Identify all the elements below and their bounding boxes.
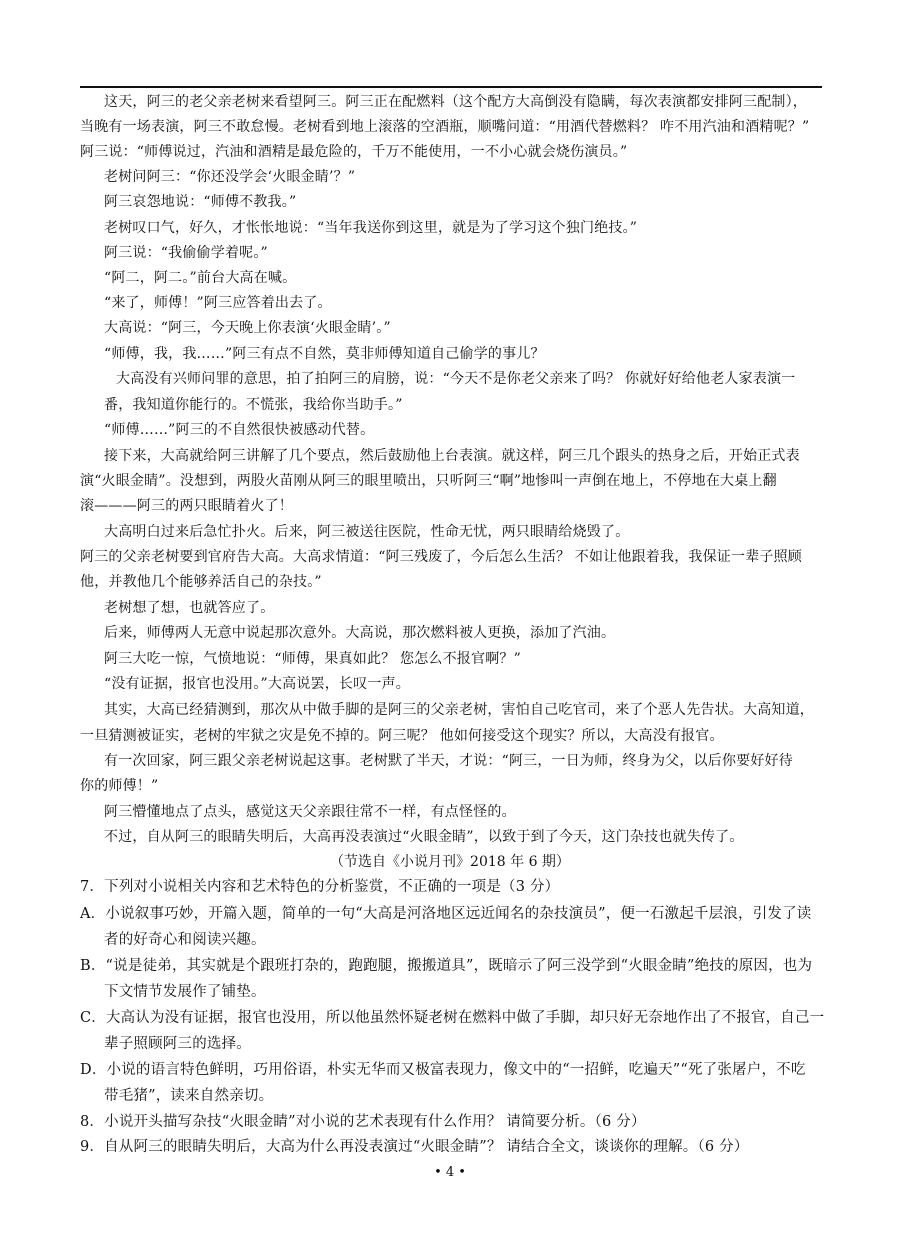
passage-line: 阿三哀怨地说：“师傅不教我。”	[104, 194, 297, 210]
source-citation: （节选自《小说月刊》2018 年 6 期）	[330, 854, 570, 870]
option-c: C．大高认为没有证据，报官也没用，所以他虽然怀疑老树在燃料中做了手脚，却只好无奈地作出了不报官，自己一	[80, 1010, 825, 1026]
passage-line: 一旦猜测被证实，老树的牢狱之灾是免不掉的。阿三呢？ 他如何接受这个现实？所以，大高没有报官。	[80, 728, 724, 744]
passage-line: 阿三懵懂地点了点头，感觉这天父亲跟往常不一样，有点怪怪的。	[104, 804, 516, 820]
passage-line: 后来，师傅两人无意中说起那次意外。大高说，那次燃料被人更换，添加了汽油。	[104, 625, 616, 641]
passage-line: 老树叹口气，好久，才怅怅地说：“当年我送你到这里，就是为了学习这个独门绝技。”	[104, 220, 638, 236]
page-number: • 4 •	[434, 1165, 466, 1180]
passage-line: 接下来，大高就给阿三讲解了几个要点，然后鼓励他上台表演。就这样，阿三几个跟头的热身之后，开始正式表	[104, 448, 800, 464]
passage-line: “来了，师傅！”阿三应答着出去了。	[104, 295, 332, 311]
passage-line: 老树问阿三：“你还没学会‘火眼金睛’？”	[104, 169, 356, 185]
passage-line: 番，我知道你能行的。不慌张，我给你当助手。”	[104, 397, 403, 413]
top-rule	[80, 86, 822, 88]
question-7: 7．下列对小说相关内容和艺术特色的分析鉴赏，不正确的一项是（3 分）	[80, 879, 560, 895]
option-b: B．“说是徒弟，其实就是个跟班打杂的，跑跑腿，搬搬道具”，既暗示了阿三没学到“火眼金睛”绝技的原因，也为	[80, 958, 813, 974]
option-a-cont: 者的好奇心和阅读兴趣。	[104, 932, 266, 948]
option-d-cont: 带毛猪”，读来自然亲切。	[104, 1088, 274, 1104]
question-9: 9．自从阿三的眼睛失明后，大高为什么再没表演过“火眼金睛”？ 请结合全文，谈谈你的理解。（6 分）	[80, 1139, 749, 1155]
passage-line: 阿三的父亲老树要到官府告大高。大高求情道：“阿三残废了，今后怎么生活？ 不如让他跟着我，我保证一辈子照顾	[80, 549, 803, 565]
passage-line: 阿三大吃一惊，气愤地说：“师傅，果真如此？ 您怎么不报官啊？”	[104, 651, 521, 667]
passage-line: 阿三说：“师傅说过，汽油和酒精是最危险的，千万不能使用，一不小心就会烧伤演员。”	[80, 144, 628, 160]
passage-line: 演“火眼金睛”。没想到，两股火苗刚从阿三的眼里喷出，只听阿三“啊”地惨叫一声倒在地上，不停地在大桌上翻	[80, 473, 777, 489]
passage-line: “师傅，我，我……”阿三有点不自然，莫非师傅知道自己偷学的事儿？	[104, 346, 545, 362]
option-d: D．小说的语言特色鲜明，巧用俗语，朴实无华而又极富表现力，像文中的“一招鲜，吃遍天”“死了张屠户，不吃	[80, 1062, 806, 1078]
passage-line: 他，并教他几个能够养活自己的杂技。”	[80, 574, 322, 590]
passage-line: “没有证据，报官也没用。”大高说罢，长叹一声。	[104, 676, 410, 692]
passage-line: 阿三说：“我偷偷学着呢。”	[104, 245, 268, 261]
option-c-cont: 辈子照顾阿三的选择。	[104, 1036, 251, 1052]
question-8: 8．小说开头描写杂技“火眼金睛”对小说的艺术表现有什么作用？ 请简要分析。（6 分）	[80, 1114, 646, 1130]
passage-line: 有一次回家，阿三跟父亲老树说起这事。老树默了半天，才说：“阿三，一日为师，终身为父，以后你要好好待	[104, 753, 793, 769]
passage-line: 大高没有兴师问罪的意思，拍了拍阿三的肩膀，说：“今天不是你老父亲来了吗？ 你就好好给他老人家表演一	[116, 371, 796, 387]
passage-line: 其实，大高已经猜测到，那次从中做手脚的是阿三的父亲老树，害怕自己吃官司，来了个恶人先告状。大高知道，	[104, 702, 814, 718]
passage-line: 当晚有一场表演，阿三不敢怠慢。老树看到地上滚落的空酒瓶，顺嘴问道：“用酒代替燃料？ 咋不用汽油和酒精呢？”	[80, 119, 810, 135]
passage-line: 大高明白过来后急忙扑火。后来，阿三被送往医院，性命无忧，两只眼睛给烧毁了。	[104, 524, 630, 540]
passage-line: 滚———阿三的两只眼睛着火了！	[80, 498, 293, 514]
passage-line: 你的师傅！”	[80, 778, 159, 794]
option-b-cont: 下文情节发展作了铺垫。	[104, 984, 266, 1000]
passage-line: “阿二，阿二。”前台大高在喊。	[104, 270, 297, 286]
option-a: A．小说叙事巧妙，开篇入题，简单的一句“大高是河洛地区远近闻名的杂技演员”，便一石激起千层浪，引发了读	[80, 906, 812, 922]
passage-line: 老树想了想，也就答应了。	[104, 600, 275, 616]
passage-line: 不过，自从阿三的眼睛失明后，大高再没表演过“火眼金睛”，以致于到了今天，这门杂技也就失传了。	[104, 829, 744, 845]
passage-line: “师傅……”阿三的不自然很快被感动代替。	[104, 422, 375, 438]
passage-line: 这天，阿三的老父亲老树来看望阿三。阿三正在配燃料（这个配方大高倒没有隐瞒，每次表演都安排阿三配制），	[104, 94, 807, 110]
passage-line: 大高说：“阿三，今天晚上你表演‘火眼金睛’。”	[104, 320, 391, 336]
